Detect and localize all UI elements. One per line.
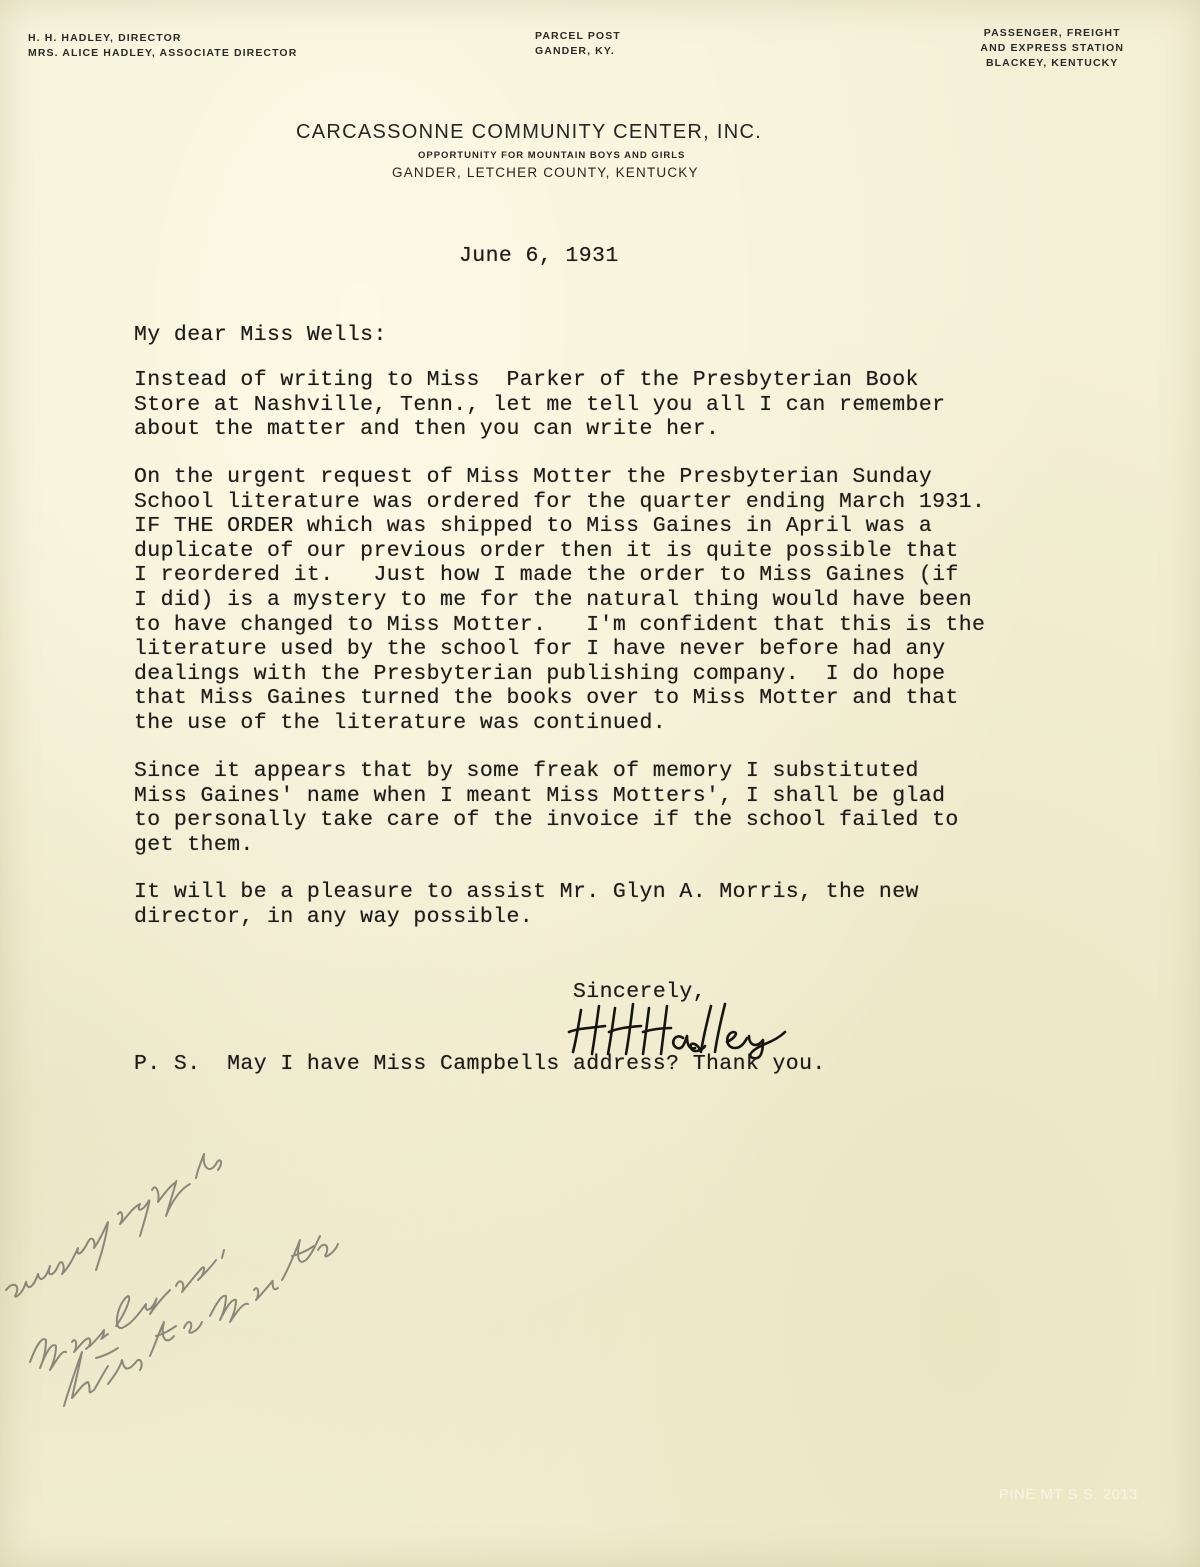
text-line: director, in any way possible. [134, 904, 534, 929]
text-line: Miss Gaines' name when I meant Miss Motters', I shall be glad [134, 783, 946, 808]
station-line-2: AND EXPRESS STATION [980, 42, 1124, 54]
associate-director-line: MRS. ALICE HADLEY, ASSOCIATE DIRECTOR [28, 47, 298, 59]
salutation: My dear Miss Wells: [134, 323, 387, 347]
organization-tagline: OPPORTUNITY FOR MOUNTAIN BOYS AND GIRLS [418, 150, 686, 161]
text-line: Instead of writing to Miss Parker of the Presbyterian Book [134, 368, 919, 392]
organization-location: GANDER, LETCHER COUNTY, KENTUCKY [392, 165, 699, 180]
text-line: the use of the literature was continued. [134, 710, 667, 735]
paragraph-3 [134, 759, 959, 857]
archive-watermark: PINE MT S.S. 2013 [998, 1486, 1138, 1503]
text-line: get them. [134, 832, 254, 857]
station-line-1: PASSENGER, FREIGHT [983, 27, 1121, 39]
letterhead-directors [28, 31, 297, 61]
text-line: On the urgent request of Miss Motter the Presbyterian Sunday [134, 465, 933, 489]
text-line: about the matter and then you can write her. [134, 417, 720, 442]
text-line: Store at Nashville, Tenn., let me tell you all I can remember [134, 392, 946, 417]
text-line: School literature was ordered for the quarter ending March 1931. [134, 489, 986, 514]
text-line: to personally take care of the invoice if the school failed to [134, 808, 959, 833]
text-line: dealings with the Presbyterian publishing company. I do hope [134, 661, 946, 686]
text-line: IF THE ORDER which was shipped to Miss Gaines in April was a [134, 514, 933, 539]
closing: Sincerely, [573, 980, 707, 1004]
organization-header [296, 121, 856, 180]
text-line: Since it appears that by some freak of memory I substituted [134, 759, 919, 783]
director-line: H. H. HADLEY, DIRECTOR [28, 32, 182, 44]
text-line: to have changed to Miss Motter. I'm confident that this is the [134, 612, 986, 637]
parcel-post-town: GANDER, KY. [535, 45, 615, 57]
letter-date: June 6, 1931 [459, 244, 619, 268]
text-line: I did) is a mystery to me for the natural thing would have been [134, 587, 973, 612]
text-line: It will be a pleasure to assist Mr. Glyn A. Morris, the new [134, 880, 919, 904]
postscript: P. S. May I have Miss Campbells address? Thank you. [134, 1052, 826, 1076]
signature [565, 998, 795, 1060]
handwritten-pencil-note [0, 1090, 360, 1420]
paragraph-2 [134, 465, 985, 736]
station-line-3: BLACKEY, KENTUCKY [985, 57, 1119, 69]
text-line: I reordered it. Just how I made the order to Miss Gaines (if [134, 563, 959, 588]
letterhead-station [980, 26, 1124, 71]
paragraph-1 [134, 368, 945, 442]
text-line: that Miss Gaines turned the books over to Miss Motter and that [134, 686, 959, 711]
parcel-post-line: PARCEL POST [535, 30, 621, 42]
paragraph-4 [134, 880, 919, 929]
organization-name: CARCASSONNE COMMUNITY CENTER, INC. [296, 121, 763, 143]
text-line: duplicate of our previous order then it is quite possible that [134, 538, 959, 563]
text-line: literature used by the school for I have never before had any [134, 637, 946, 662]
letterhead-parcel-post [535, 29, 621, 59]
